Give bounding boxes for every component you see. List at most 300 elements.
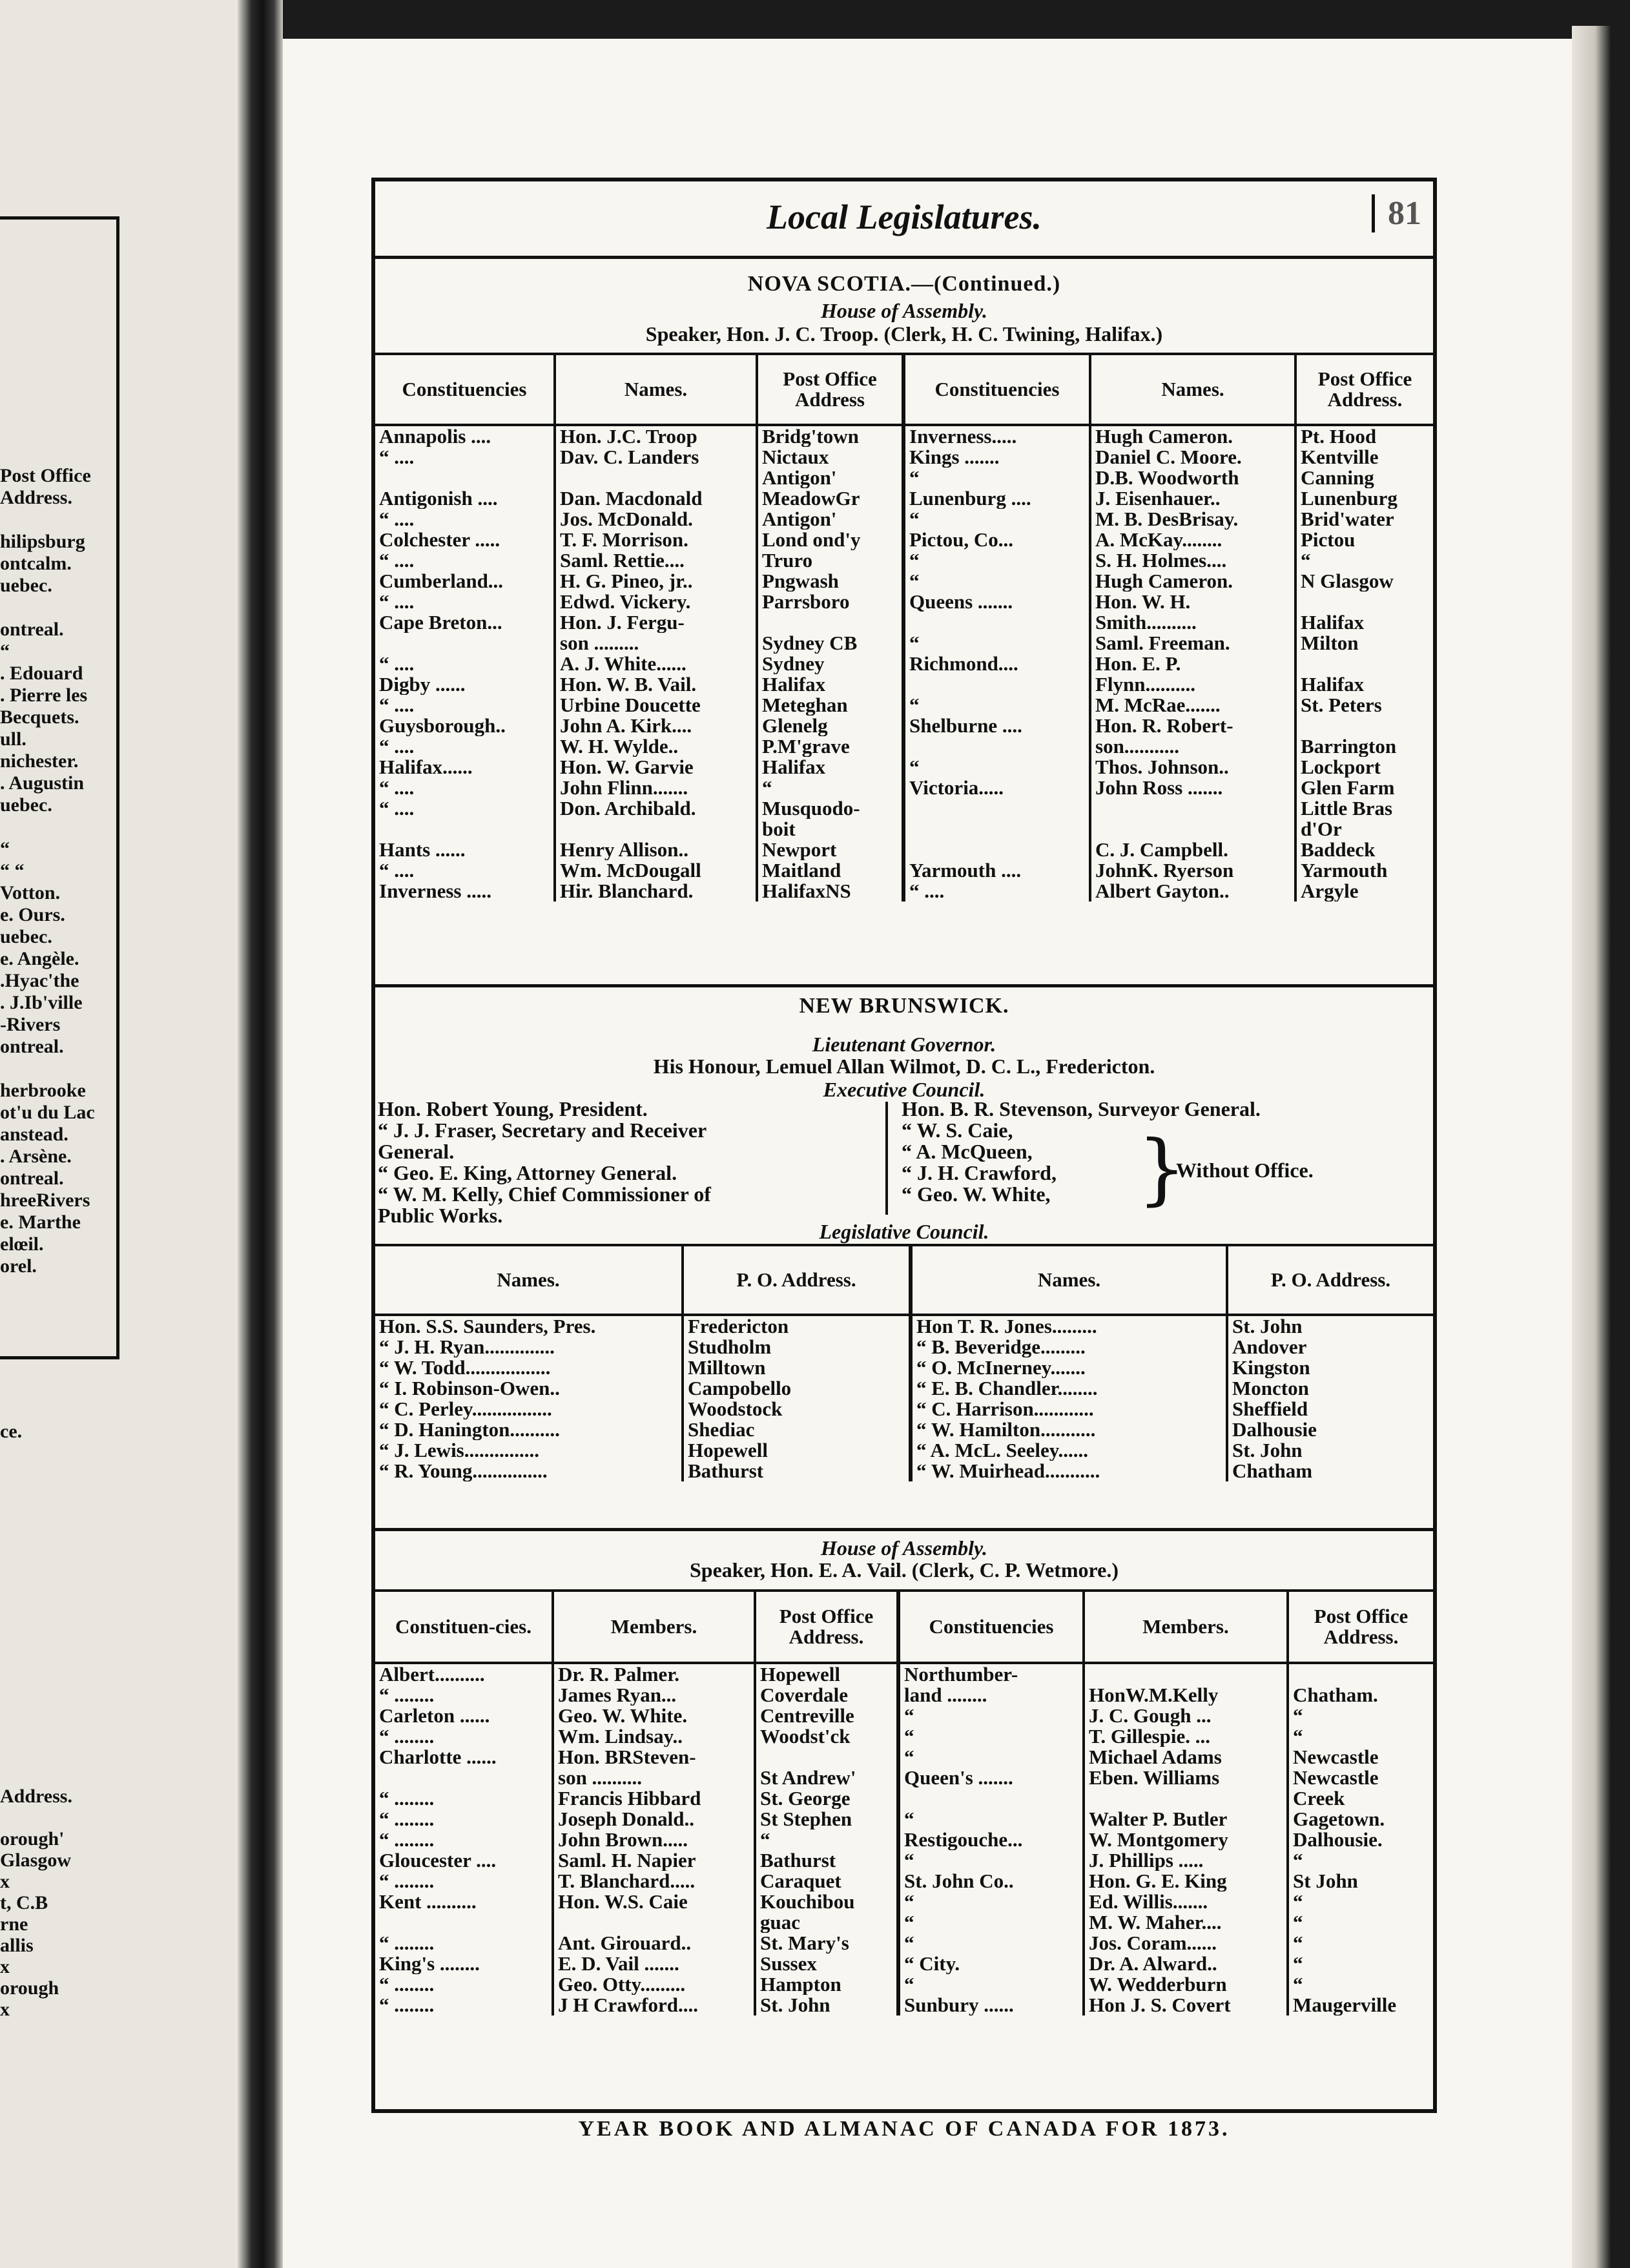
table-cell: Centreville — [755, 1706, 898, 1726]
table-cell: “ C. Perley................ — [379, 1399, 552, 1419]
table-row — [375, 757, 1433, 778]
ns-speaker: Speaker, Hon. J. C. Troop. (Clerk, H. C. Twining, Halifax.) — [645, 322, 1163, 345]
table-row — [375, 509, 1433, 530]
table-cell: J. C. Gough ... — [1084, 1706, 1288, 1726]
table-cell: Maitland — [757, 860, 903, 881]
text-line: “ “ — [0, 860, 25, 881]
exec-council-line: Hon. Robert Young, President. — [378, 1097, 648, 1120]
table-cell: Moncton — [1227, 1378, 1433, 1399]
table-cell: Restigouche... — [898, 1830, 1084, 1850]
table-cell: St Andrew' — [755, 1768, 898, 1788]
table-cell: Halifax — [757, 674, 903, 695]
table-cell: Daniel C. Moore. — [1090, 447, 1295, 468]
text-line: elœil. — [0, 1233, 44, 1255]
nb-assembly-heading: House of Assembly. — [820, 1536, 988, 1560]
text-line: x — [0, 1871, 10, 1892]
exec-council-line: Public Works. — [378, 1204, 503, 1227]
table-cell: “ ........ — [379, 1933, 435, 1954]
table-cell — [903, 612, 1090, 633]
table-cell: A. McKay........ — [1090, 530, 1295, 550]
table-cell: Ant. Girouard.. — [553, 1933, 755, 1954]
table-cell: Michael Adams — [1084, 1747, 1288, 1768]
table-cell: “ — [898, 1850, 1084, 1871]
exec-council-line: “ A. McQueen, — [902, 1140, 1033, 1163]
table-cell: HonW.M.Kelly — [1084, 1685, 1288, 1706]
table-row — [375, 1685, 1433, 1706]
table-cell: Hants ...... — [379, 840, 466, 860]
table-cell: J. Phillips ..... — [1084, 1850, 1288, 1871]
table-cell: Sheffield — [1227, 1399, 1433, 1419]
text-line: herbrooke — [0, 1080, 86, 1101]
table-cell: “ W. Todd................. — [379, 1357, 551, 1378]
table-cell: Nictaux — [757, 447, 903, 468]
table-cell: “ .... — [379, 592, 415, 612]
table-cell: Yarmouth .... — [903, 860, 1090, 881]
table-cell: Dan. Macdonald — [555, 488, 757, 509]
table-cell: Chatham — [1227, 1461, 1433, 1481]
table-cell: “ — [903, 571, 1090, 592]
table-cell: Jos. McDonald. — [555, 509, 757, 530]
table-cell: Walter P. Butler — [1084, 1809, 1288, 1830]
table-row — [375, 1871, 1433, 1892]
table-cell: Geo. W. White. — [553, 1706, 755, 1726]
column-header: Constituencies — [375, 354, 555, 425]
table-cell: “ ........ — [379, 1726, 435, 1747]
text-line: Post Office — [0, 465, 91, 486]
table-cell: M. W. Maher.... — [1084, 1912, 1288, 1933]
table-cell: A. J. White...... — [555, 654, 757, 674]
table-row — [375, 1954, 1433, 1974]
text-line: ontreal. — [0, 1168, 64, 1189]
table-cell: W. H. Wylde.. — [555, 736, 757, 757]
table-row — [375, 447, 1433, 468]
table-cell: “ ........ — [379, 1830, 435, 1850]
table-cell: “ — [898, 1706, 1084, 1726]
table-cell: St. George — [755, 1788, 898, 1809]
table-cell: “ — [1288, 1706, 1433, 1726]
table-cell: “ — [898, 1809, 1084, 1830]
table-cell: Wm. Lindsay.. — [553, 1726, 755, 1747]
lc-table-header — [375, 1245, 1433, 1315]
text-line: allis — [0, 1935, 34, 1956]
text-line: x — [0, 1999, 10, 2020]
table-cell: Inverness ..... — [379, 881, 491, 902]
table-cell: Cape Breton... — [379, 612, 502, 633]
table-cell: Gagetown. — [1288, 1809, 1433, 1830]
table-cell — [375, 819, 555, 840]
table-cell: Halifax — [757, 757, 903, 778]
text-line: t, C.B — [0, 1892, 48, 1913]
table-row — [375, 1768, 1433, 1788]
table-cell: King's ........ — [379, 1954, 480, 1974]
table-cell: “ — [1288, 1954, 1433, 1974]
text-line: Address. — [0, 487, 72, 508]
table-row — [375, 1933, 1433, 1954]
table-cell: “ B. Beveridge......... — [911, 1337, 1227, 1357]
table-cell: Albert Gayton.. — [1090, 881, 1295, 902]
table-cell: Glen Farm — [1295, 778, 1433, 798]
exec-council-line: “ W. M. Kelly, Chief Commissioner of — [378, 1182, 711, 1206]
table-cell: Joseph Donald.. — [553, 1809, 755, 1830]
table-cell: St. Peters — [1295, 695, 1433, 716]
table-cell: Hon. W. H. — [1090, 592, 1295, 612]
text-line: x — [0, 1956, 10, 1977]
table-cell: Newcastle — [1288, 1747, 1433, 1768]
table-cell: Carleton ...... — [379, 1706, 490, 1726]
table-cell: Dr. A. Alward.. — [1084, 1954, 1288, 1974]
table-cell: St. John — [1227, 1440, 1433, 1461]
table-cell: Hopewell — [755, 1663, 898, 1685]
table-cell — [903, 798, 1090, 819]
table-cell: Woodstock — [683, 1399, 911, 1419]
table-row — [375, 1663, 1433, 1685]
lc-table-body — [375, 1315, 1433, 1481]
table-cell: Parrsboro — [757, 592, 903, 612]
table-cell: Flynn.......... — [1090, 674, 1295, 695]
table-cell: T. Gillespie. ... — [1084, 1726, 1288, 1747]
table-row — [375, 425, 1433, 447]
table-cell: W. Montgomery — [1084, 1830, 1288, 1850]
column-header: Members. — [1084, 1591, 1288, 1663]
table-cell: T. F. Morrison. — [555, 530, 757, 550]
table-cell: Creek — [1288, 1788, 1433, 1809]
exec-council-line: “ J. H. Crawford, — [902, 1161, 1057, 1184]
table-cell — [1295, 716, 1433, 736]
table-cell: Hon T. R. Jones......... — [911, 1315, 1227, 1337]
table-cell: Milltown — [683, 1357, 911, 1378]
text-line: .Hyac'the — [0, 970, 79, 991]
table-cell: “ .... — [379, 550, 415, 571]
table-cell: Hon. W.S. Caie — [553, 1892, 755, 1912]
table-cell: Baddeck — [1295, 840, 1433, 860]
table-cell: son .......... — [553, 1768, 755, 1788]
table-row — [375, 695, 1433, 716]
table-row — [375, 468, 1433, 488]
table-cell: “ .... — [379, 509, 415, 530]
table-row — [375, 654, 1433, 674]
table-cell: “ .... — [379, 798, 415, 819]
page-title: Local Legislatures. — [767, 198, 1042, 236]
table-cell — [1090, 819, 1295, 840]
table-row — [375, 550, 1433, 571]
table-cell — [1084, 1663, 1288, 1685]
table-cell: Kouchibou — [755, 1892, 898, 1912]
table-cell: Hon. W. B. Vail. — [555, 674, 757, 695]
table-cell: “ .... — [379, 654, 415, 674]
table-cell: Dalhousie — [1227, 1419, 1433, 1440]
table-cell: Canning — [1295, 468, 1433, 488]
table-cell: Hon. G. E. King — [1084, 1871, 1288, 1892]
table-cell: Antigon' — [757, 468, 903, 488]
table-cell — [375, 1912, 553, 1933]
table-cell: Glenelg — [757, 716, 903, 736]
table-cell: Northumber- — [898, 1663, 1084, 1685]
table-row — [375, 819, 1433, 840]
table-cell: W. Wedderburn — [1084, 1974, 1288, 1995]
text-line: “ — [0, 838, 10, 860]
table-cell: Brid'water — [1295, 509, 1433, 530]
table-cell: Henry Allison.. — [555, 840, 757, 860]
title-bar — [375, 181, 1433, 259]
page-frame — [371, 178, 1437, 2113]
table-cell: Inverness..... — [903, 425, 1090, 447]
table-row — [375, 736, 1433, 757]
table-cell: Bathurst — [683, 1461, 911, 1481]
column-header: Constituen-cies. — [375, 1591, 553, 1663]
table-cell: “ — [1288, 1912, 1433, 1933]
table-cell: “ — [903, 633, 1090, 654]
nb-speaker: Speaker, Hon. E. A. Vail. (Clerk, C. P. Wetmore.) — [689, 1558, 1119, 1582]
table-row — [375, 1974, 1433, 1995]
table-cell: Studholm — [683, 1337, 911, 1357]
text-line: orough — [0, 1977, 59, 1999]
table-cell: T. Blanchard..... — [553, 1871, 755, 1892]
nb-table-body — [375, 1663, 1433, 2015]
table-cell: M. McRae....... — [1090, 695, 1295, 716]
table-cell — [903, 674, 1090, 695]
table-cell: Hon. J.C. Troop — [555, 425, 757, 447]
table-cell: Dr. R. Palmer. — [553, 1663, 755, 1685]
ns-bottom-rule — [375, 984, 1433, 987]
table-row — [375, 1337, 1433, 1357]
table-cell: Edwd. Vickery. — [555, 592, 757, 612]
book-spine — [238, 0, 283, 2268]
column-header: Post Office Address — [757, 354, 903, 425]
text-line: ot'u du Lac — [0, 1102, 95, 1123]
nova-scotia-assembly-table — [375, 353, 1433, 902]
table-row — [375, 1461, 1433, 1481]
table-cell: “ — [903, 468, 1090, 488]
table-cell — [903, 819, 1090, 840]
table-cell: Fredericton — [683, 1315, 911, 1337]
table-row — [375, 633, 1433, 654]
table-cell: “ .... — [379, 736, 415, 757]
table-cell: J H Crawford.... — [553, 1995, 755, 2015]
table-cell: “ — [1295, 550, 1433, 571]
table-cell: Hon. BRSteven- — [553, 1747, 755, 1768]
table-cell: St Stephen — [755, 1809, 898, 1830]
column-header: Names. — [375, 1245, 683, 1315]
table-cell: Hon. S.S. Saunders, Pres. — [379, 1315, 596, 1337]
exec-council-line: “ J. J. Fraser, Secretary and Receiver — [378, 1119, 707, 1142]
table-cell — [903, 736, 1090, 757]
table-row — [375, 1726, 1433, 1747]
text-line: e. Angèle. — [0, 948, 79, 969]
without-office-label: Without Office. — [1176, 1159, 1314, 1182]
table-cell: St. John — [755, 1995, 898, 2015]
exec-council-line: “ Geo. W. White, — [902, 1182, 1051, 1206]
table-cell: Ed. Willis....... — [1084, 1892, 1288, 1912]
table-cell: Saml. H. Napier — [553, 1850, 755, 1871]
table-cell: Guysborough.. — [379, 716, 506, 736]
table-row — [375, 1419, 1433, 1440]
table-cell: Saml. Rettie.... — [555, 550, 757, 571]
table-cell: Cumberland... — [379, 571, 504, 592]
table-cell: “ — [1288, 1726, 1433, 1747]
table-cell: Wm. McDougall — [555, 860, 757, 881]
table-cell: “ ........ — [379, 1974, 435, 1995]
table-cell: D.B. Woodworth — [1090, 468, 1295, 488]
table-cell: S. H. Holmes.... — [1090, 550, 1295, 571]
table-cell: Saml. Freeman. — [1090, 633, 1295, 654]
table-cell: Andover — [1227, 1337, 1433, 1357]
table-cell: St. John — [1227, 1315, 1433, 1337]
table-row — [375, 612, 1433, 633]
table-cell: Albert.......... — [379, 1663, 485, 1685]
table-cell: Urbine Doucette — [555, 695, 757, 716]
table-cell: Sunbury ...... — [898, 1995, 1084, 2015]
table-row — [375, 798, 1433, 819]
table-cell: “ — [903, 509, 1090, 530]
table-cell: “ .... — [379, 447, 415, 468]
text-line: . Edouard — [0, 663, 83, 684]
table-row — [375, 1830, 1433, 1850]
text-line: e. Ours. — [0, 904, 65, 925]
new-brunswick-heading: NEW BRUNSWICK. — [799, 994, 1009, 1018]
table-cell — [375, 633, 555, 654]
table-cell: Pngwash — [757, 571, 903, 592]
exec-divider — [885, 1102, 888, 1215]
table-cell: Hon J. S. Covert — [1084, 1995, 1288, 2015]
table-cell: Sydney CB — [757, 633, 903, 654]
table-cell: “ ........ — [379, 1809, 435, 1830]
table-cell: “ ........ — [379, 1995, 435, 2015]
table-cell — [1288, 1663, 1433, 1685]
table-row — [375, 1788, 1433, 1809]
table-cell: “ — [898, 1892, 1084, 1912]
text-line: . J.Ib'ville — [0, 992, 83, 1013]
ns-table-header — [375, 354, 1433, 425]
table-cell — [755, 1747, 898, 1768]
table-row — [375, 840, 1433, 860]
exec-council-left — [378, 1098, 711, 1226]
table-cell: H. G. Pineo, jr.. — [555, 571, 757, 592]
text-line: anstead. — [0, 1124, 68, 1145]
table-cell: Colchester ..... — [379, 530, 500, 550]
table-cell: land ........ — [898, 1685, 1084, 1706]
table-cell: N Glasgow — [1295, 571, 1433, 592]
table-cell: Campobello — [683, 1378, 911, 1399]
table-cell: “ — [755, 1830, 898, 1850]
table-cell: Musquodo- — [757, 798, 903, 819]
table-cell: Hugh Cameron. — [1090, 425, 1295, 447]
text-line: rne — [0, 1913, 28, 1935]
table-cell — [898, 1788, 1084, 1809]
table-cell: “ — [898, 1933, 1084, 1954]
table-cell: Hugh Cameron. — [1090, 571, 1295, 592]
table-cell: John Ross ....... — [1090, 778, 1295, 798]
text-line: orel. — [0, 1255, 37, 1277]
text-line: . Pierre les — [0, 685, 88, 706]
table-cell: “ E. B. Chandler........ — [911, 1378, 1227, 1399]
table-cell: “ W. Hamilton........... — [911, 1419, 1227, 1440]
table-row — [375, 1850, 1433, 1871]
text-line: uebec. — [0, 926, 52, 947]
table-cell: Sydney — [757, 654, 903, 674]
column-header: P. O. Address. — [683, 1245, 911, 1315]
table-cell: Lunenburg .... — [903, 488, 1090, 509]
table-row — [375, 674, 1433, 695]
exec-council-line: “ W. S. Caie, — [902, 1119, 1013, 1142]
table-cell: guac — [755, 1912, 898, 1933]
table-cell — [1090, 798, 1295, 819]
table-cell: Jos. Coram...... — [1084, 1933, 1288, 1954]
table-cell: Kentville — [1295, 447, 1433, 468]
table-row — [375, 1747, 1433, 1768]
table-cell: Hampton — [755, 1974, 898, 1995]
text-line: ontcalm. — [0, 553, 72, 574]
ns-table-body — [375, 425, 1433, 902]
table-cell: “ City. — [898, 1954, 1084, 1974]
table-cell: C. J. Campbell. — [1090, 840, 1295, 860]
table-row — [375, 592, 1433, 612]
table-row — [375, 1440, 1433, 1461]
table-row — [375, 1378, 1433, 1399]
table-row — [375, 778, 1433, 798]
nb-table-header — [375, 1591, 1433, 1663]
table-cell: MeadowGr — [757, 488, 903, 509]
table-cell: Sussex — [755, 1954, 898, 1974]
column-header: Post Office Address. — [1288, 1591, 1433, 1663]
table-cell: “ ........ — [379, 1685, 435, 1706]
nb-assembly-table — [375, 1589, 1433, 2015]
table-cell: Queen's ....... — [898, 1768, 1084, 1788]
legislative-council-heading: Legislative Council. — [819, 1220, 989, 1243]
table-cell: Coverdale — [755, 1685, 898, 1706]
table-cell: “ .... — [903, 881, 1090, 902]
table-cell: James Ryan... — [553, 1685, 755, 1706]
table-cell: “ — [757, 778, 903, 798]
text-line: Address. — [0, 1786, 72, 1807]
table-cell: P.M'grave — [757, 736, 903, 757]
text-line: orough' — [0, 1828, 65, 1850]
table-cell: Queens ....... — [903, 592, 1090, 612]
table-cell: Smith.......... — [1090, 612, 1295, 633]
table-cell: Victoria..... — [903, 778, 1090, 798]
column-header: Post Office Address. — [1295, 354, 1433, 425]
table-cell: Kingston — [1227, 1357, 1433, 1378]
text-line: . Augustin — [0, 772, 85, 794]
table-cell — [553, 1912, 755, 1933]
table-cell: Hon. R. Robert- — [1090, 716, 1295, 736]
table-cell: Bathurst — [755, 1850, 898, 1871]
column-header: Names. — [1090, 354, 1295, 425]
table-cell: E. D. Vail ....... — [553, 1954, 755, 1974]
table-cell: M. B. DesBrisay. — [1090, 509, 1295, 530]
table-cell: Pt. Hood — [1295, 425, 1433, 447]
table-cell: Hopewell — [683, 1440, 911, 1461]
table-cell: “ J. Lewis............... — [379, 1440, 539, 1461]
table-cell: son ......... — [555, 633, 757, 654]
table-cell — [375, 1768, 553, 1788]
table-cell: St. Mary's — [755, 1933, 898, 1954]
table-cell: Halifax — [1295, 612, 1433, 633]
exec-council-line: “ Geo. E. King, Attorney General. — [378, 1161, 677, 1184]
table-cell: son........... — [1090, 736, 1295, 757]
table-row — [375, 1809, 1433, 1830]
text-line: nichester. — [0, 750, 79, 772]
table-cell: “ R. Young............... — [379, 1461, 548, 1481]
table-cell: “ D. Hanington.......... — [379, 1419, 560, 1440]
column-header: Names. — [911, 1245, 1227, 1315]
table-cell: “ ........ — [379, 1788, 435, 1809]
text-line: Votton. — [0, 882, 61, 903]
table-cell: Hon. J. Fergu- — [555, 612, 757, 633]
table-cell: St. John Co.. — [898, 1871, 1084, 1892]
table-cell: d'Or — [1295, 819, 1433, 840]
column-header: Constituencies — [898, 1591, 1084, 1663]
text-line: hreeRivers — [0, 1190, 90, 1211]
